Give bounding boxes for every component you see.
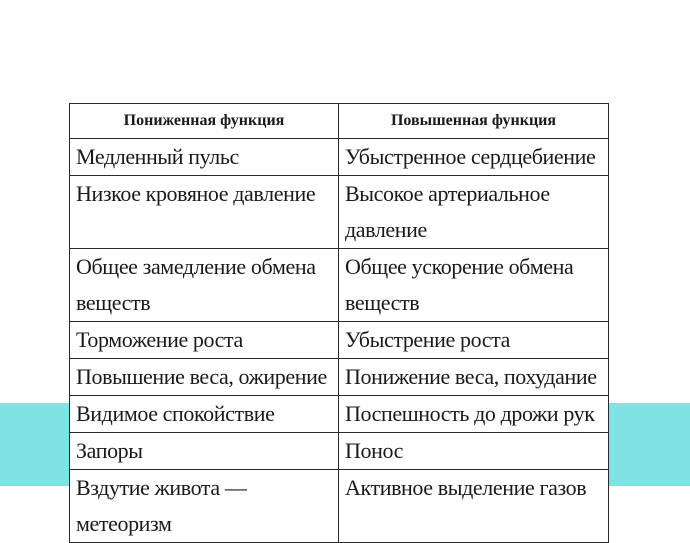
cell-decreased: Общее замедление обмена веществ <box>70 249 339 322</box>
table-row <box>70 249 609 322</box>
cell-increased: Высокое артериальное давление <box>339 176 609 249</box>
table-row <box>70 433 609 470</box>
comparison-table-container <box>69 103 608 536</box>
cell-increased: Убыстрение роста <box>339 322 609 359</box>
function-comparison-table <box>69 103 609 543</box>
cell-decreased: Вздутие живота — метеоризм <box>70 470 339 543</box>
cell-decreased: Торможение роста <box>70 322 339 359</box>
table-row <box>70 176 609 249</box>
cell-increased: Понижение веса, похудание <box>339 359 609 396</box>
cell-increased: Убыстренное сердцебиение <box>339 139 609 176</box>
cell-increased: Понос <box>339 433 609 470</box>
table-header-row <box>70 104 609 139</box>
cell-decreased: Низкое кровяное давление <box>70 176 339 249</box>
cell-decreased: Медленный пульс <box>70 139 339 176</box>
header-increased-function: Повышенная функция <box>339 104 609 139</box>
cell-decreased: Видимое спокойствие <box>70 396 339 433</box>
table-row <box>70 359 609 396</box>
cell-increased: Общее ускорение обмена веществ <box>339 249 609 322</box>
cell-increased: Поспешность до дрожи рук <box>339 396 609 433</box>
table-row <box>70 139 609 176</box>
header-decreased-function: Пониженная функция <box>70 104 339 139</box>
table-row <box>70 396 609 433</box>
cell-decreased: Запоры <box>70 433 339 470</box>
cell-increased: Активное выделение газов <box>339 470 609 543</box>
cell-decreased: Повышение веса, ожирение <box>70 359 339 396</box>
table-row <box>70 470 609 543</box>
table-row <box>70 322 609 359</box>
